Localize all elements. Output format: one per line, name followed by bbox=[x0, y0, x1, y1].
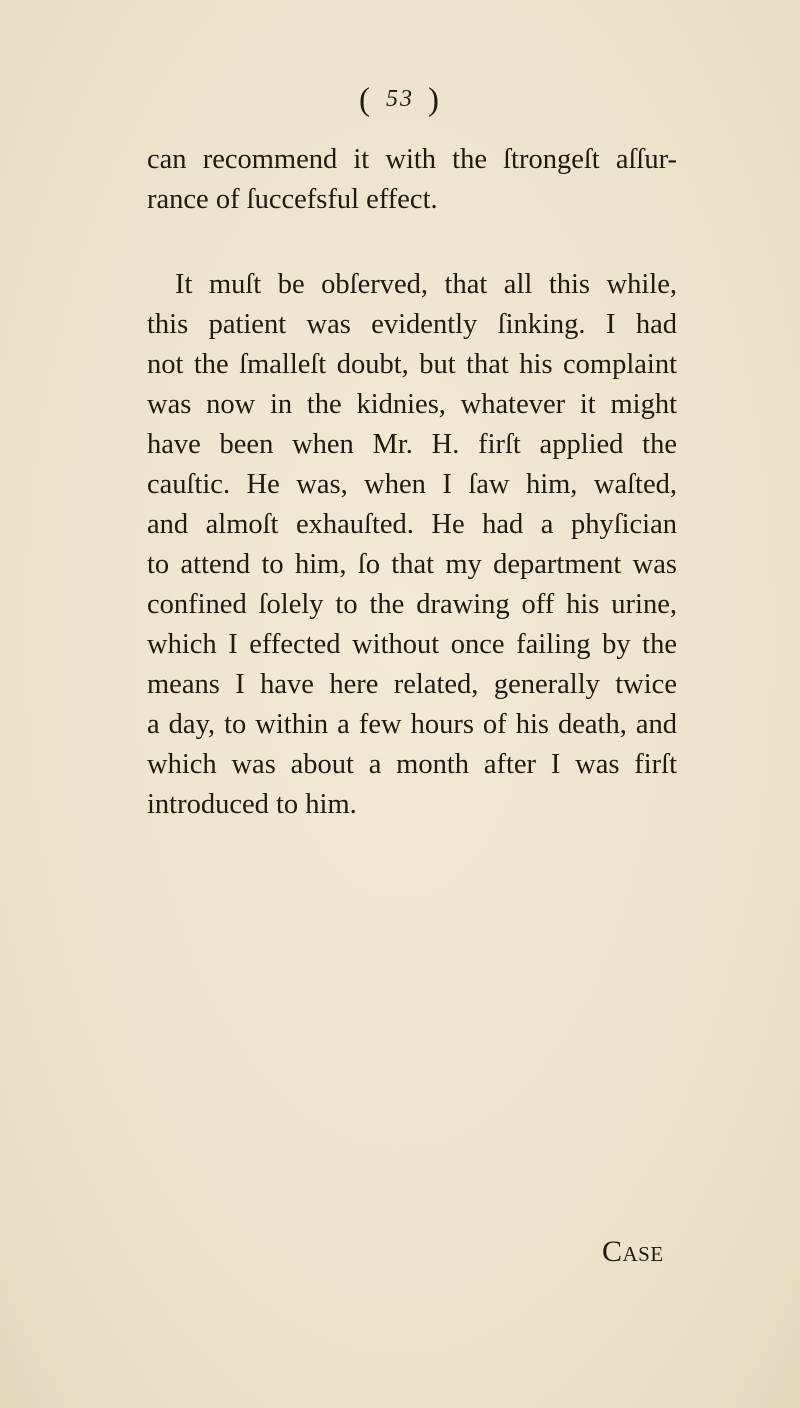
text-line: not the ſmalleſt doubt, but that his complaint bbox=[147, 349, 677, 380]
text-line: confined ſolely to the drawing off his urine, bbox=[147, 589, 677, 620]
text-line: and almoſt exhauſted. He had a phyſician bbox=[147, 509, 677, 540]
text-line: this patient was evidently ſinking. I had bbox=[147, 309, 677, 340]
text-line: was now in the kidnies, whatever it might bbox=[147, 389, 677, 420]
paragraph-2 bbox=[147, 265, 677, 825]
text-line: a day, to within a few hours of his death, and bbox=[147, 709, 677, 740]
text-line: to attend to him, ſo that my department was bbox=[147, 549, 677, 580]
text-line: which was about a month after I was firſt bbox=[147, 749, 677, 780]
catchword: Case bbox=[602, 1235, 664, 1268]
text-line: means I have here related, generally twice bbox=[147, 669, 677, 700]
close-paren: ) bbox=[428, 82, 441, 118]
open-paren: ( bbox=[359, 82, 372, 118]
text-line: which I effected without once failing by the bbox=[147, 629, 677, 660]
text-line: rance of ſuccefsful effect. bbox=[147, 184, 438, 215]
body-text bbox=[147, 140, 677, 825]
paragraph-1 bbox=[147, 140, 677, 220]
text-line: introduced to him. bbox=[147, 789, 357, 820]
paragraph-gap bbox=[147, 220, 677, 265]
text-line: It muſt be obſerved, that all this while, bbox=[175, 269, 677, 300]
text-line: have been when Mr. H. firſt applied the bbox=[147, 429, 677, 460]
page-number-header bbox=[0, 82, 800, 119]
text-line: can recommend it with the ſtrongeſt aſſur- bbox=[147, 144, 677, 175]
page-number: 53 bbox=[386, 86, 414, 112]
text-line: cauſtic. He was, when I ſaw him, waſted, bbox=[147, 469, 677, 500]
